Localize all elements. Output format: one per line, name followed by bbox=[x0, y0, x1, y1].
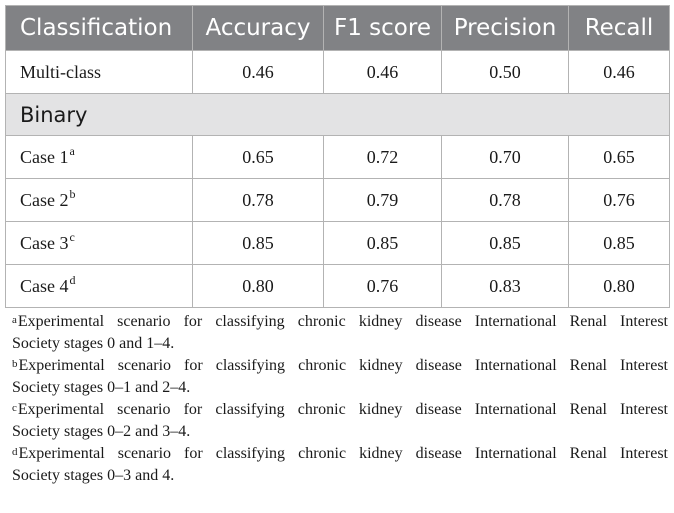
row-label bbox=[6, 222, 193, 265]
table-row bbox=[6, 136, 670, 179]
recall-cell: 0.76 bbox=[569, 179, 670, 222]
recall-cell: 0.80 bbox=[569, 265, 670, 308]
footnote-text: Experimental scenario for classifying chronic kidney disease International Renal Interest bbox=[18, 445, 668, 462]
footnote-line bbox=[12, 311, 668, 333]
header-precision: Precision bbox=[442, 6, 569, 51]
footnote-line: Society stages 0–1 and 2–4. bbox=[12, 379, 191, 396]
f1-cell: 0.79 bbox=[324, 179, 442, 222]
f1-cell: 0.85 bbox=[324, 222, 442, 265]
footnote-mark: c bbox=[69, 229, 75, 244]
header-f1-score: F1 score bbox=[324, 6, 442, 51]
footnote-line: Society stages 0–2 and 3–4. bbox=[12, 423, 191, 440]
group-row bbox=[6, 94, 670, 136]
footnote-a bbox=[12, 311, 668, 355]
row-label bbox=[6, 136, 193, 179]
footnote-line: Society stages 0–3 and 4. bbox=[12, 467, 175, 484]
row-label-text: Case 4 bbox=[20, 275, 69, 296]
table-row bbox=[6, 265, 670, 308]
f1-cell: 0.76 bbox=[324, 265, 442, 308]
table-footnotes bbox=[12, 311, 668, 487]
f1-cell: 0.46 bbox=[324, 51, 442, 94]
accuracy-cell: 0.65 bbox=[193, 136, 324, 179]
footnote-line bbox=[12, 355, 668, 377]
recall-cell: 0.46 bbox=[569, 51, 670, 94]
precision-cell: 0.78 bbox=[442, 179, 569, 222]
footnote-line: Society stages 0 and 1–4. bbox=[12, 335, 175, 352]
header-row bbox=[6, 6, 670, 51]
row-label-text: Case 3 bbox=[20, 232, 69, 253]
footnote-line bbox=[12, 399, 668, 421]
accuracy-cell: 0.78 bbox=[193, 179, 324, 222]
accuracy-cell: 0.80 bbox=[193, 265, 324, 308]
accuracy-cell: 0.85 bbox=[193, 222, 324, 265]
footnote-b bbox=[12, 355, 668, 399]
precision-cell: 0.50 bbox=[442, 51, 569, 94]
footnote-line bbox=[12, 443, 668, 465]
results-table bbox=[5, 5, 670, 308]
group-label: Binary bbox=[6, 94, 670, 136]
footnote-mark: a bbox=[12, 314, 17, 326]
footnote-mark: b bbox=[12, 358, 18, 370]
precision-cell: 0.83 bbox=[442, 265, 569, 308]
header-accuracy: Accuracy bbox=[193, 6, 324, 51]
row-label bbox=[6, 179, 193, 222]
footnote-mark: d bbox=[69, 272, 76, 287]
table-header bbox=[6, 6, 670, 51]
footnote-text: Experimental scenario for classifying chronic kidney disease International Renal Interest bbox=[17, 401, 668, 418]
footnote-text: Experimental scenario for classifying chronic kidney disease International Renal Interest bbox=[17, 313, 668, 330]
header-recall: Recall bbox=[569, 6, 670, 51]
results-table-container bbox=[5, 5, 669, 308]
precision-cell: 0.85 bbox=[442, 222, 569, 265]
footnote-mark: b bbox=[69, 186, 76, 201]
table-row bbox=[6, 222, 670, 265]
accuracy-cell: 0.46 bbox=[193, 51, 324, 94]
header-classification: Classification bbox=[6, 6, 193, 51]
footnote-c bbox=[12, 399, 668, 443]
row-label bbox=[6, 265, 193, 308]
footnote-d bbox=[12, 443, 668, 487]
row-label-text: Multi-class bbox=[20, 61, 101, 82]
footnote-text: Experimental scenario for classifying chronic kidney disease International Renal Interest bbox=[18, 357, 668, 374]
row-label-text: Case 2 bbox=[20, 189, 69, 210]
recall-cell: 0.85 bbox=[569, 222, 670, 265]
footnote-mark: c bbox=[12, 402, 17, 414]
table-row bbox=[6, 179, 670, 222]
table-body bbox=[6, 51, 670, 308]
recall-cell: 0.65 bbox=[569, 136, 670, 179]
row-label-text: Case 1 bbox=[20, 146, 69, 167]
precision-cell: 0.70 bbox=[442, 136, 569, 179]
footnote-mark: d bbox=[12, 446, 18, 458]
f1-cell: 0.72 bbox=[324, 136, 442, 179]
footnote-mark: a bbox=[69, 143, 75, 158]
table-row bbox=[6, 51, 670, 94]
row-label bbox=[6, 51, 193, 94]
